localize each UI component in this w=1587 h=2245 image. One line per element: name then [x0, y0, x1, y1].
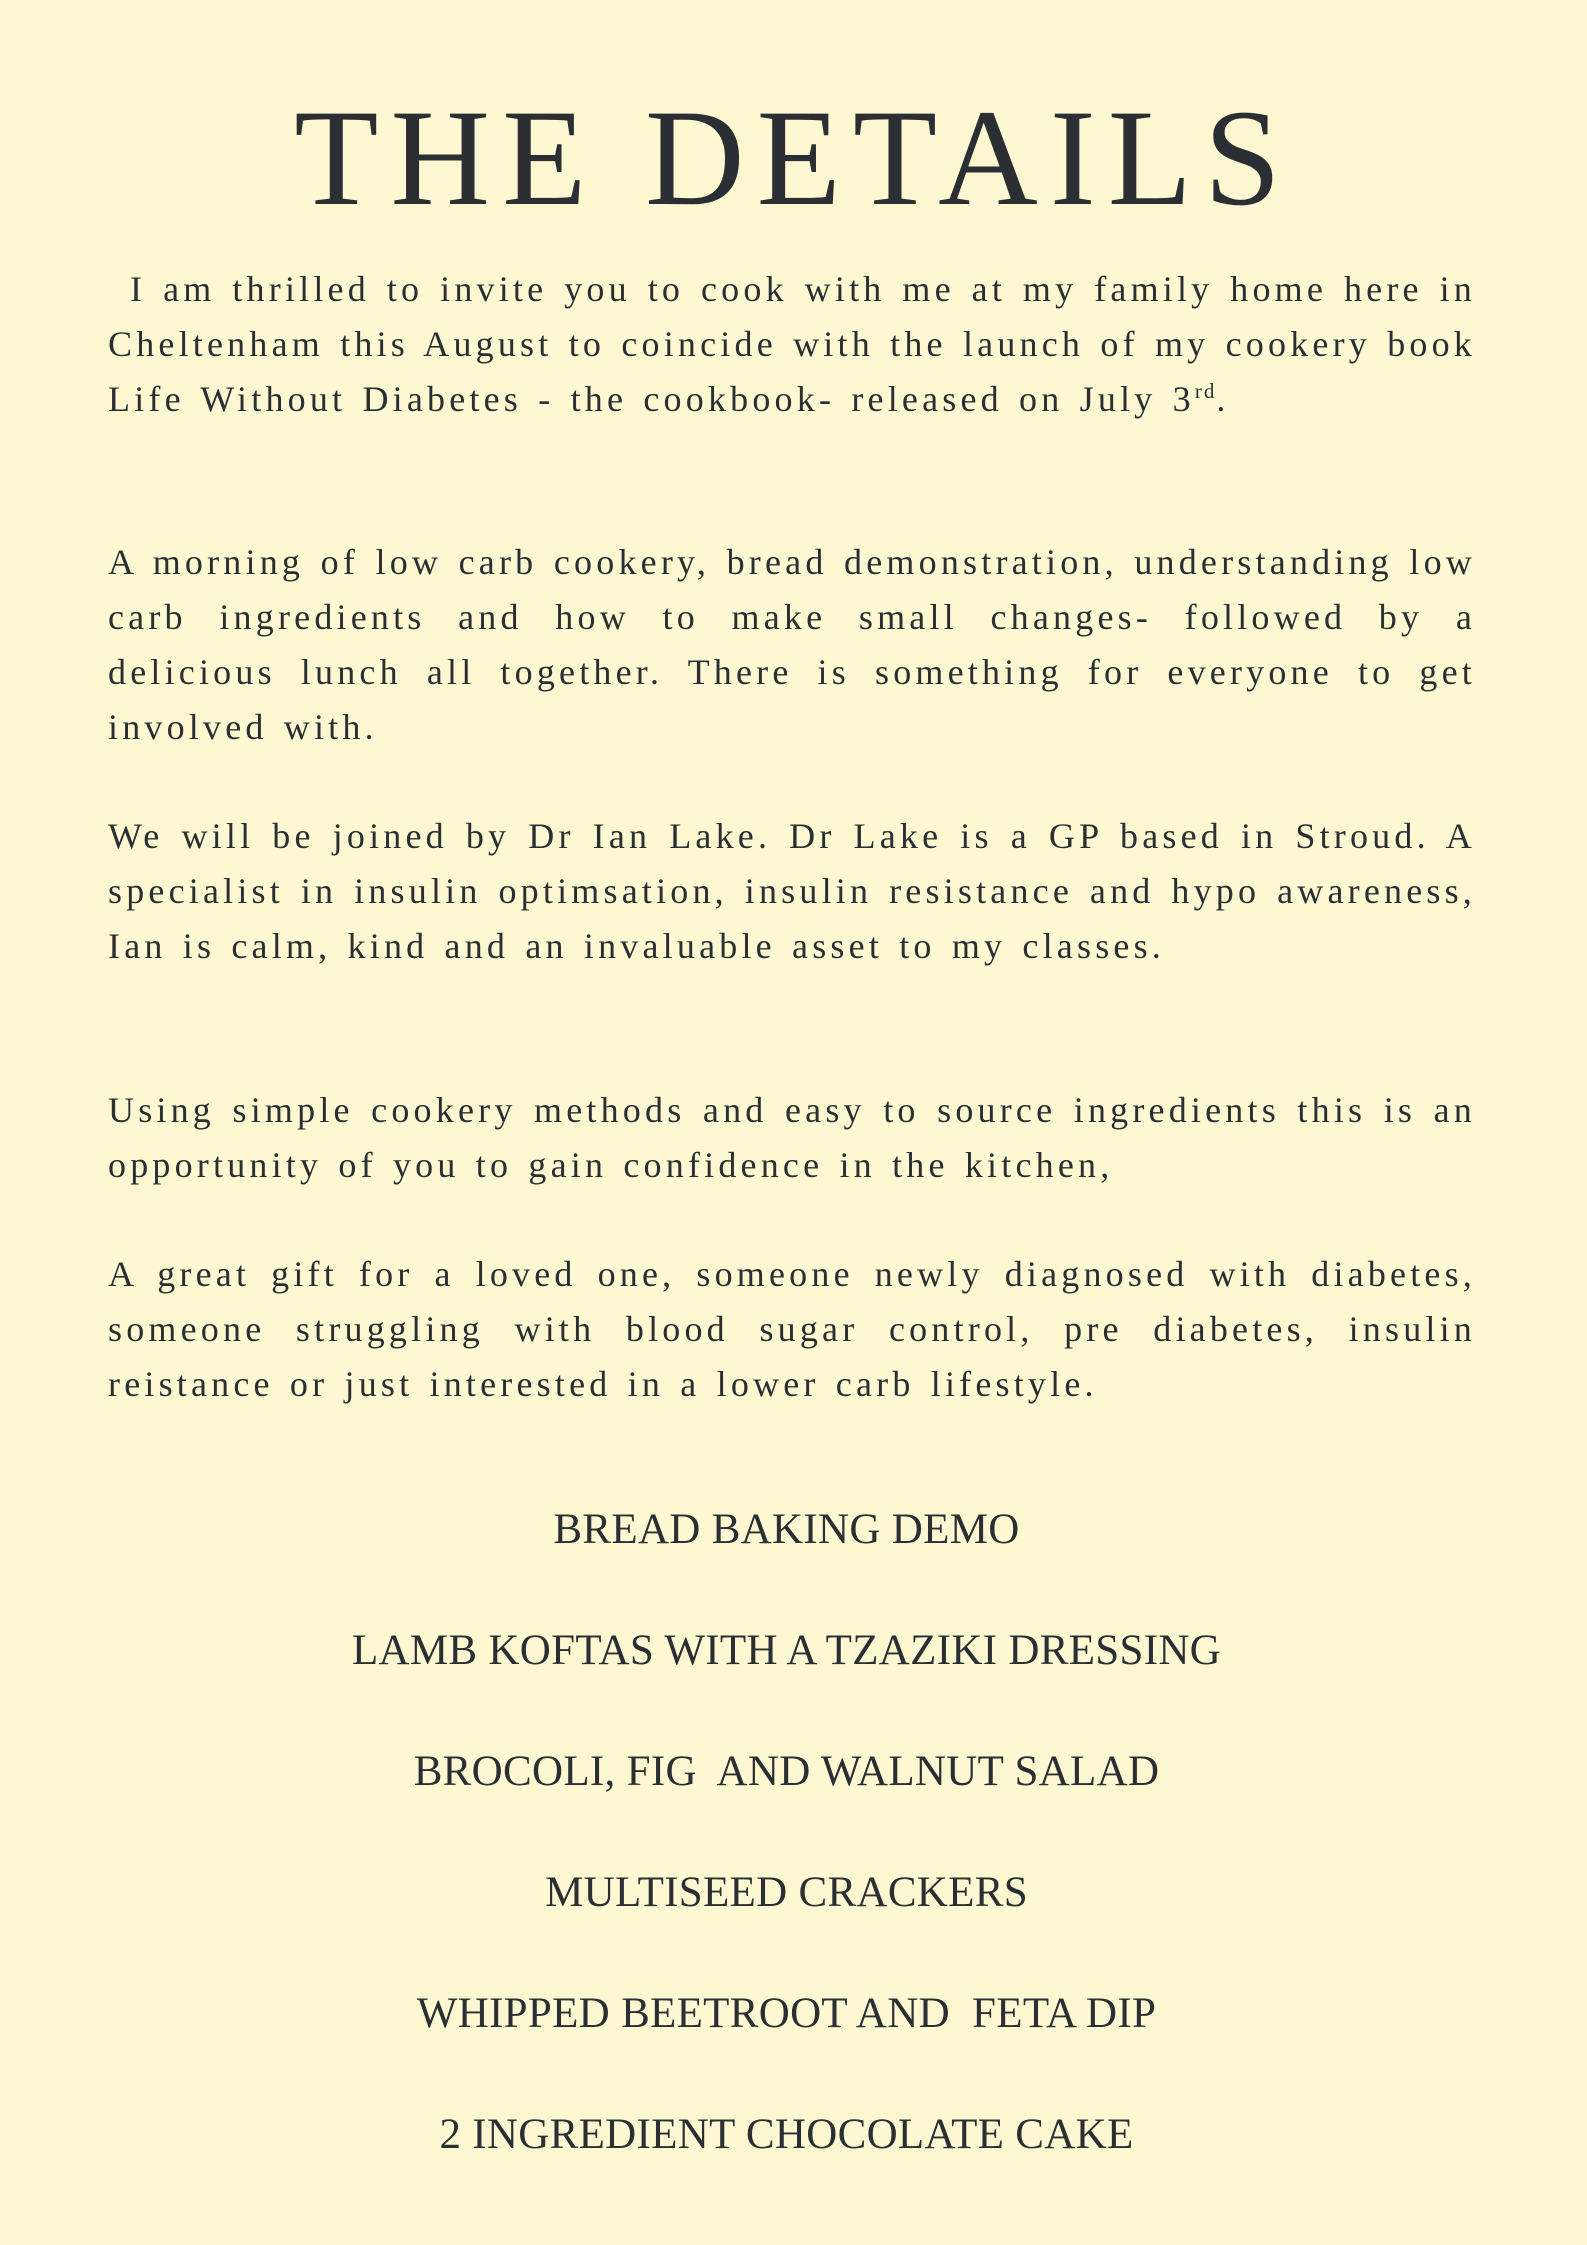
menu-item-label: 2 INGREDIENT CHOCOLATE CAKE	[439, 2111, 1134, 2158]
menu-item	[0, 1868, 1587, 1989]
intro-text: I am thrilled to invite you to cook with me at my family home here in Cheltenham this August to coincide with the launch of my cookery book Life Without Diabetes - the cookbook- released on July 3	[108, 269, 1476, 419]
menu-item	[0, 1626, 1587, 1747]
menu-item	[0, 2110, 1587, 2231]
intro-text-end: .	[1216, 379, 1230, 419]
methods-paragraph: Using simple cookery methods and easy to source ingredients this is an opportunity of you to gain confidence in the kitchen,	[108, 1090, 1476, 1185]
menu-item-label: BREAD BAKING DEMO	[553, 1506, 1020, 1553]
menu-item	[0, 1747, 1587, 1868]
menu-item-label: MULTISEED CRACKERS	[545, 1869, 1028, 1916]
gift-paragraph: A great gift for a loved one, someone newly diagnosed with diabetes, someone struggling with blood sugar control, pre diabetes, insulin reistance or just interested in a lower carb lifestyle.	[108, 1254, 1476, 1404]
ordinal-suffix: rd	[1194, 379, 1217, 403]
intro-paragraph	[108, 262, 1476, 427]
page-title: THE DETAILS	[294, 81, 1293, 234]
menu-item-label: BROCOLI, FIG AND WALNUT SALAD	[413, 1748, 1160, 1795]
menu-item	[0, 1505, 1587, 1626]
menu-item-label: LAMB KOFTAS WITH A TZAZIKI DRESSING	[351, 1627, 1222, 1674]
menu-item	[0, 1989, 1587, 2110]
menu-item-label: WHIPPED BEETROOT AND FETA DIP	[416, 1990, 1157, 2037]
guest-paragraph: We will be joined by Dr Ian Lake. Dr Lake is a GP based in Stroud. A specialist in insulin optimsation, insulin resistance and hypo awareness, Ian is calm, kind and an invaluable asset to my classes.	[108, 816, 1476, 966]
morning-paragraph: A morning of low carb cookery, bread demonstration, understanding low carb ingredients and how to make small changes- followed by a delicious lunch all together. There is something for everyone to get involved with.	[108, 542, 1476, 747]
menu-list	[0, 1505, 1587, 2231]
